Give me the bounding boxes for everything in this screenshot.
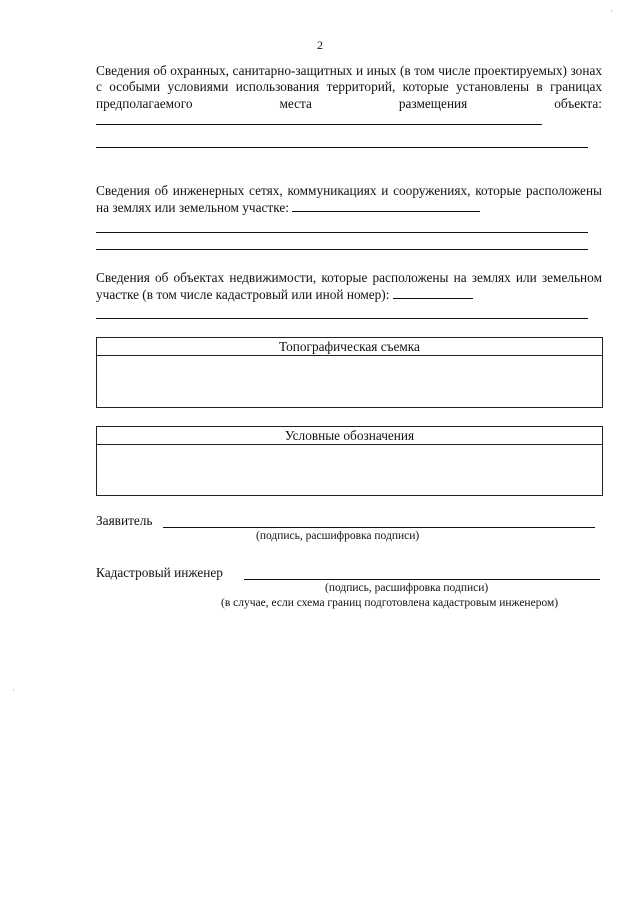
engineer-note: (в случае, если схема границ подготовлена кадастровым инженером)	[221, 597, 559, 609]
legend-title: Условные обозначения	[97, 427, 602, 445]
realty-paragraph	[96, 270, 602, 304]
realty-fill-line[interactable]	[393, 286, 473, 299]
engineer-caption: (подпись, расшифровка подписи)	[325, 582, 489, 594]
engineer-signature-line[interactable]	[244, 579, 600, 580]
realty-extra-line[interactable]	[96, 318, 588, 319]
zones-extra-line[interactable]	[96, 147, 588, 148]
page-number: 2	[317, 38, 323, 52]
scan-mark: ·	[610, 6, 613, 16]
networks-paragraph	[96, 183, 602, 217]
engineer-label: Кадастровый инженер	[96, 565, 223, 580]
applicant-label: Заявитель	[96, 513, 153, 528]
networks-extra-line-1[interactable]	[96, 232, 588, 233]
topo-survey-title: Топографическая съемка	[97, 338, 602, 356]
scan-mark: ·	[12, 685, 15, 695]
legend-box	[96, 426, 603, 496]
applicant-signature-line[interactable]	[163, 527, 595, 528]
networks-text: Сведения об инженерных сетях, коммуникациях и сооружениях, которые расположены на землях или земельном участке:	[96, 183, 602, 216]
zones-text: Сведения об охранных, санитарно-защитных и иных (в том числе проектируемых) зонах с особыми условиями использования территорий, которые установлены в границах предполагаемого места размещения объекта:	[96, 63, 602, 111]
topo-survey-box	[96, 337, 603, 408]
zones-paragraph	[96, 63, 602, 130]
applicant-caption: (подпись, расшифровка подписи)	[256, 530, 420, 542]
zones-fill-line[interactable]	[96, 112, 542, 125]
networks-fill-line[interactable]	[292, 199, 480, 212]
realty-text: Сведения об объектах недвижимости, которые расположены на землях или земельном участке (в том числе кадастровый или иной номер):	[96, 270, 602, 303]
networks-extra-line-2[interactable]	[96, 249, 588, 250]
